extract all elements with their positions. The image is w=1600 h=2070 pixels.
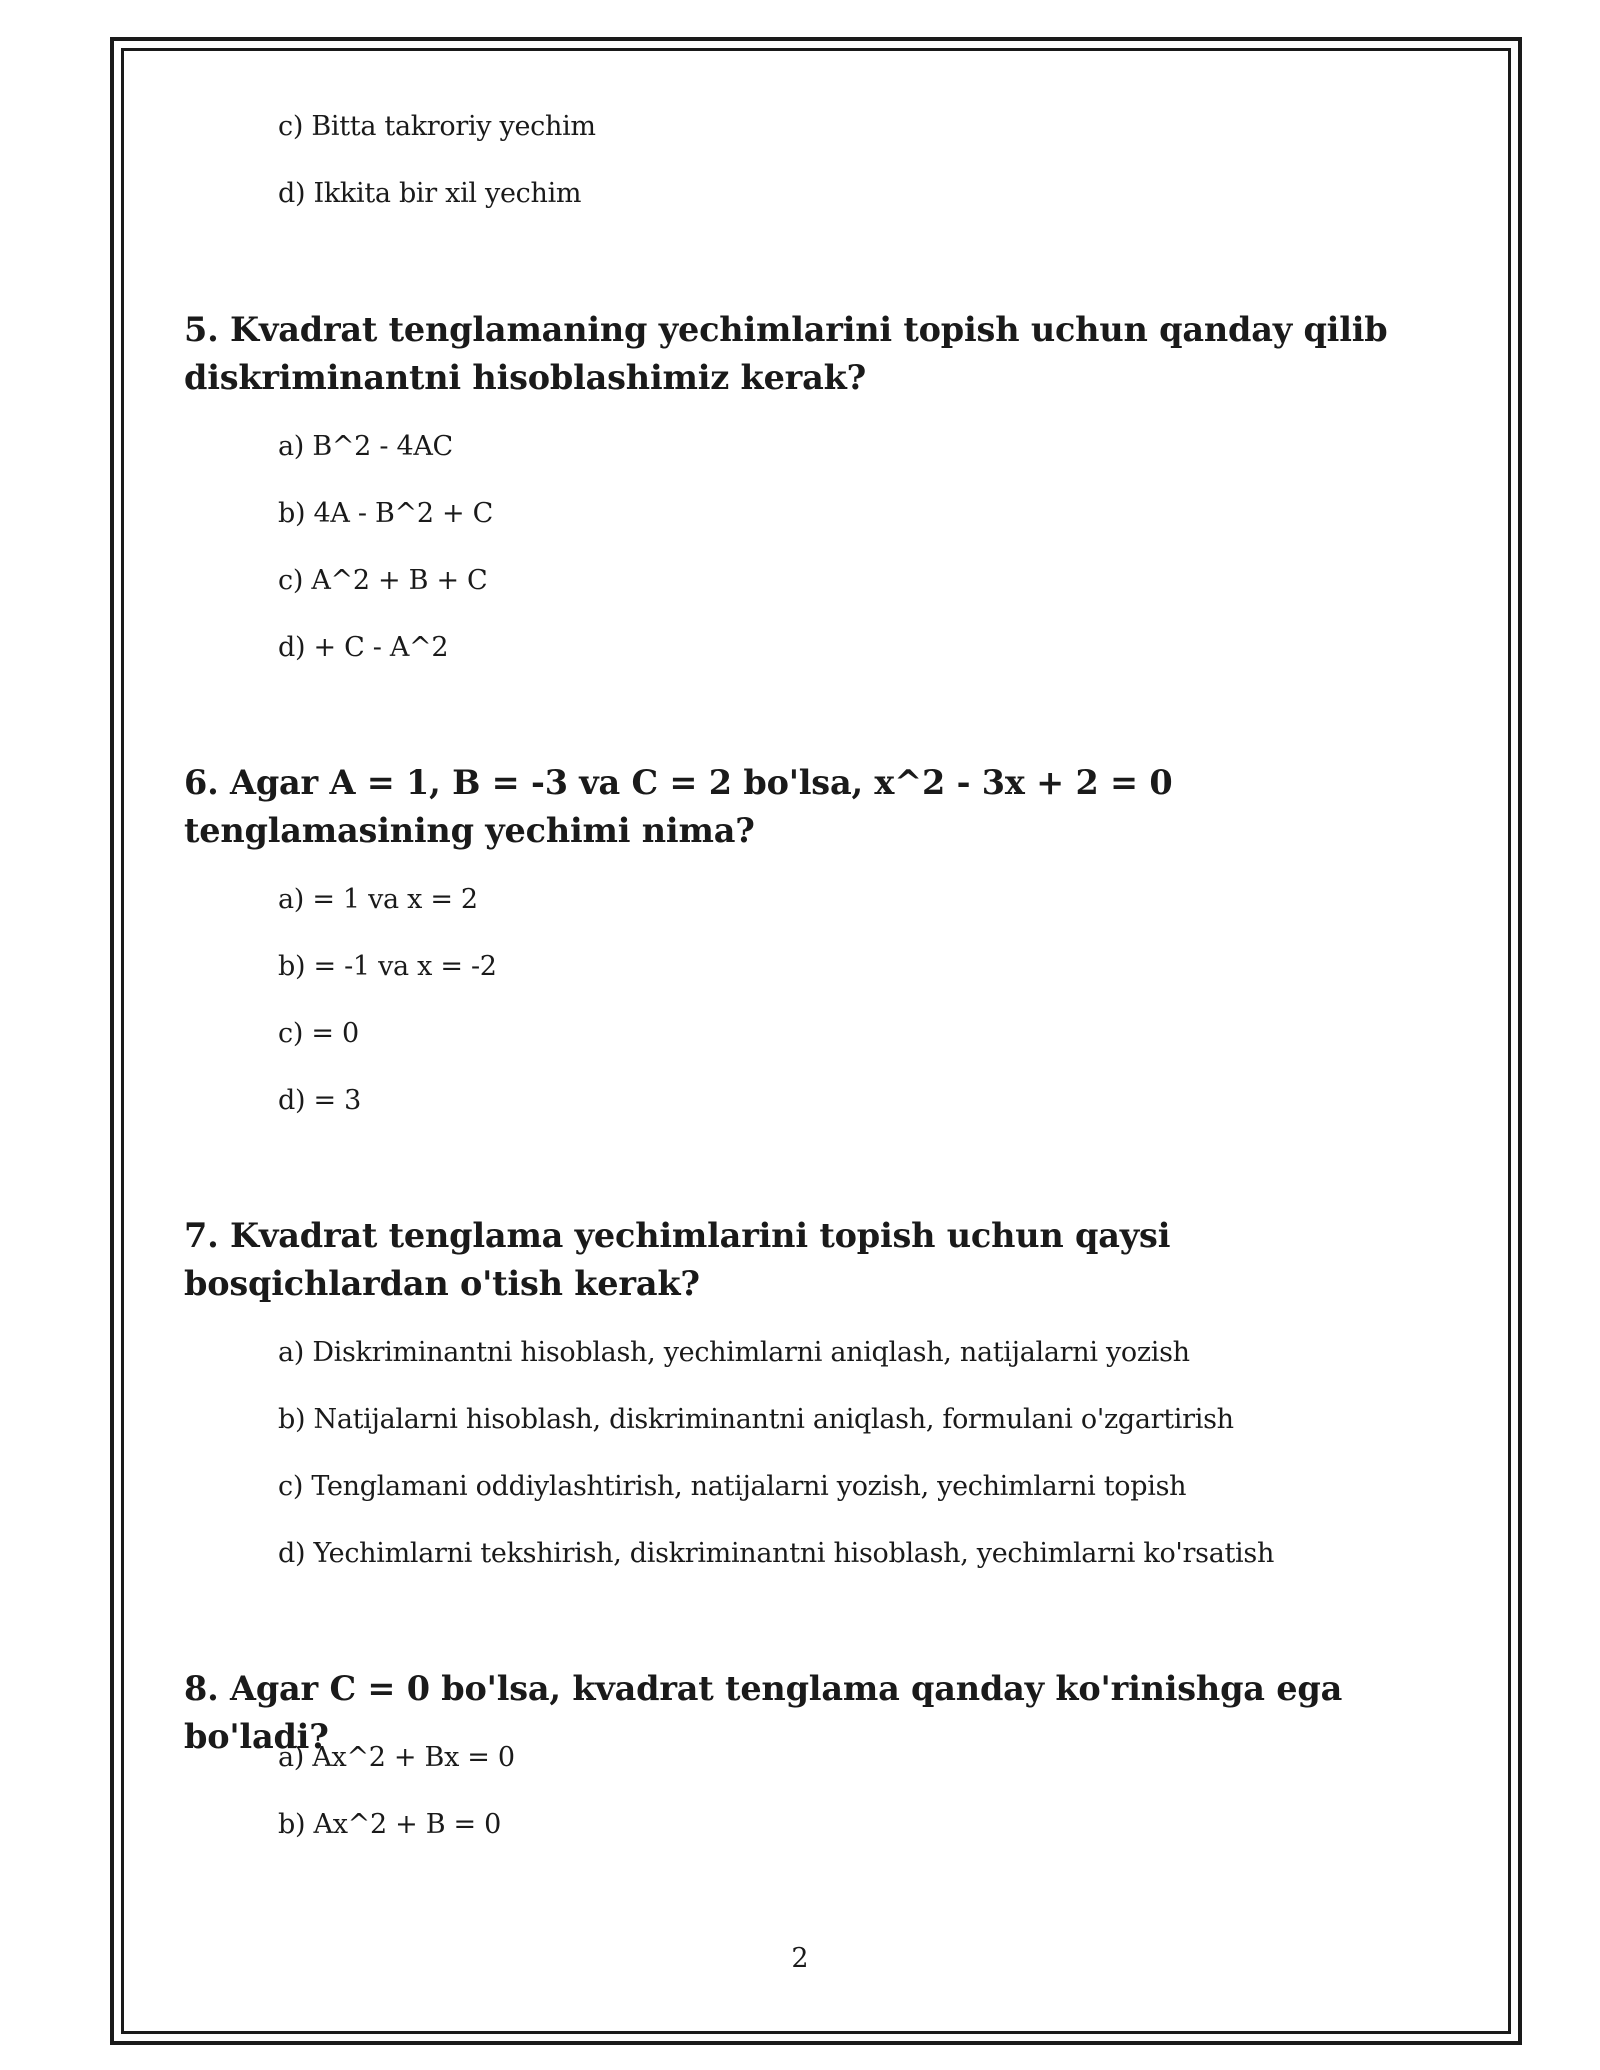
option-a: a) Ax^2 + Bx = 0 <box>278 1742 515 1773</box>
page-number: 2 <box>791 1943 809 1974</box>
option-b: b) Ax^2 + B = 0 <box>278 1809 502 1840</box>
question-5: 5. Kvadrat tenglamaning yechimlarini topish uchun qanday qilib diskriminantni hisoblashimiz kerak? <box>184 310 1388 397</box>
option-a: a) = 1 va x = 2 <box>278 884 478 915</box>
option-c: c) Tenglamani oddiylashtirish, natijalarni yozish, yechimlarni topish <box>278 1471 1187 1502</box>
question-7: 7. Kvadrat tenglama yechimlarini topish uchun qaysi bosqichlardan o'tish kerak? <box>184 1216 1171 1303</box>
question-8: 8. Agar C = 0 bo'lsa, kvadrat tenglama qanday ko'rinishga ega bo'ladi? <box>184 1669 1343 1756</box>
option-b: b) = -1 va x = -2 <box>278 951 497 982</box>
option-a: a) B^2 - 4AC <box>278 431 453 462</box>
option-c: c) = 0 <box>278 1018 359 1049</box>
option-c: c) Bitta takroriy yechim <box>278 111 596 142</box>
option-d: d) + C - A^2 <box>278 632 449 663</box>
option-c: c) A^2 + B + C <box>278 565 488 596</box>
option-b: b) 4A - B^2 + C <box>278 498 493 529</box>
option-a: a) Diskriminantni hisoblash, yechimlarni aniqlash, natijalarni yozish <box>278 1337 1190 1368</box>
option-b: b) Natijalarni hisoblash, diskriminantni aniqlash, formulani o'zgartirish <box>278 1404 1234 1435</box>
option-d: d) Yechimlarni tekshirish, diskriminantni hisoblash, yechimlarni ko'rsatish <box>278 1538 1275 1569</box>
option-d: d) = 3 <box>278 1085 361 1116</box>
question-6: 6. Agar A = 1, B = -3 va C = 2 bo'lsa, x^2 - 3x + 2 = 0 tenglamasining yechimi nima? <box>184 763 1173 850</box>
option-d: d) Ikkita bir xil yechim <box>278 178 582 209</box>
